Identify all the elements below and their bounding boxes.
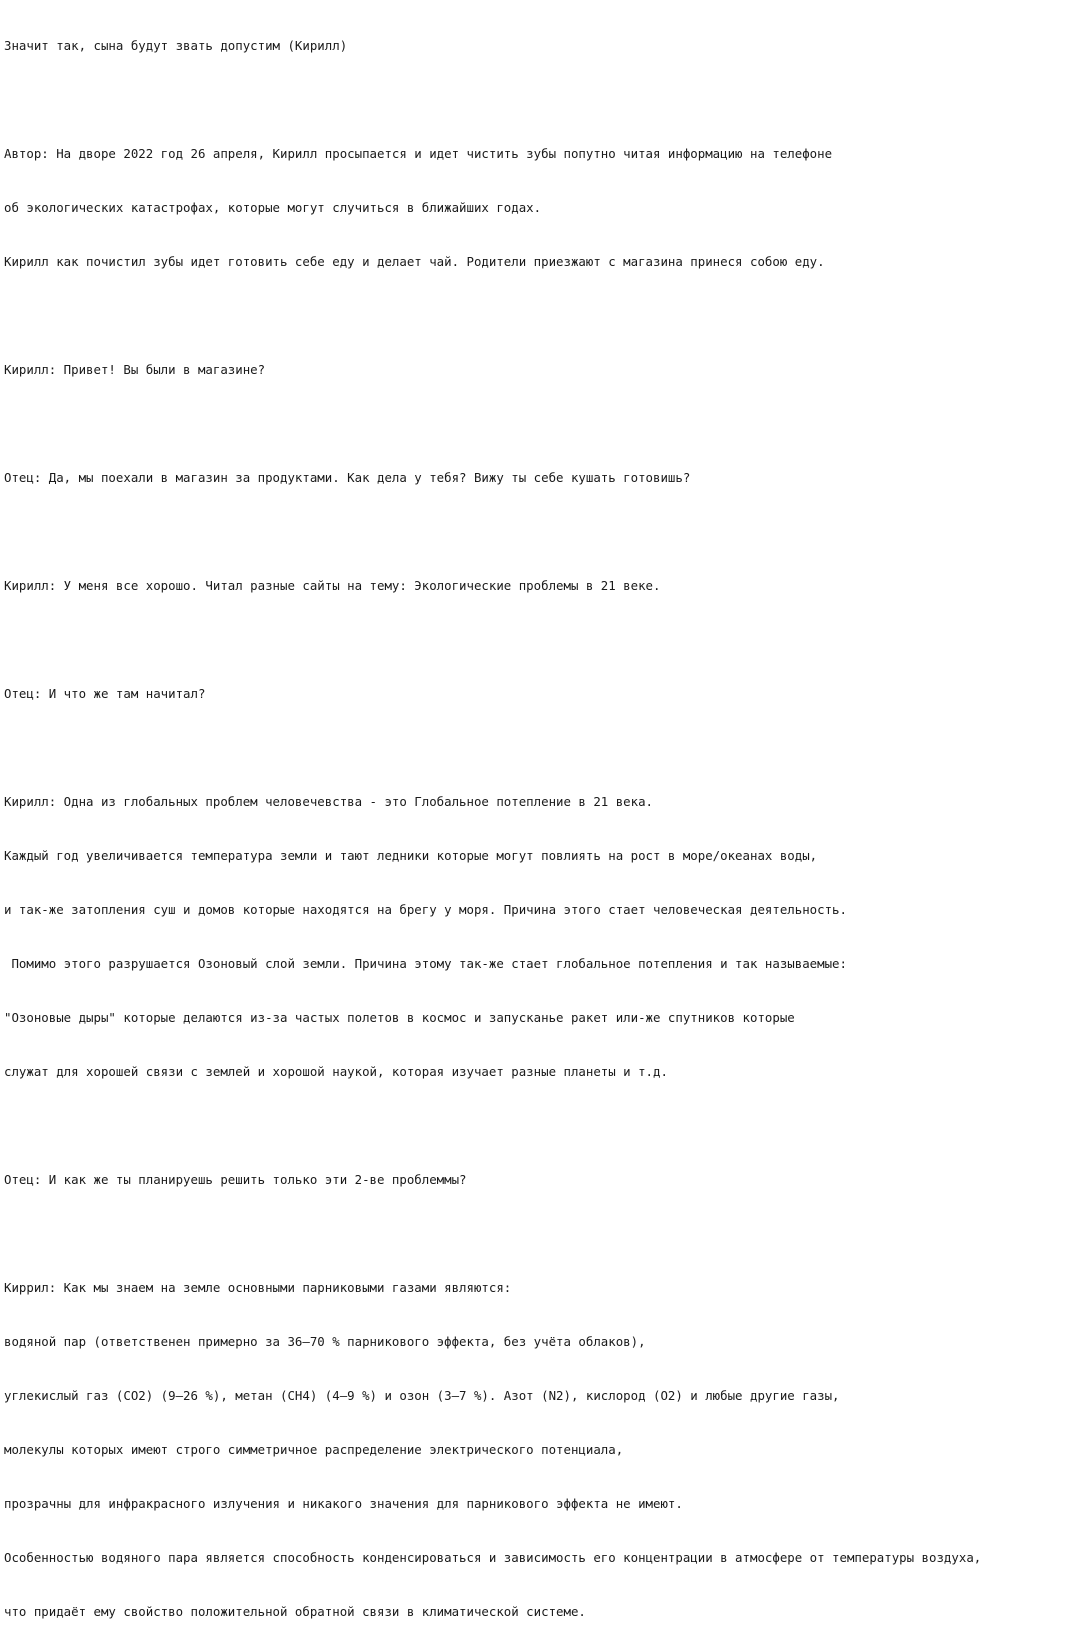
- text-line: Отец: Да, мы поехали в магазин за продуктами. Как дела у тебя? Вижу ты себе кушать готовишь?: [4, 470, 691, 485]
- text-line: Отец: И что же там начитал?: [4, 686, 206, 701]
- text-line: Кирилл: Привет! Вы были в магазине?: [4, 362, 266, 377]
- text-line: Отец: И как же ты планируешь решить только эти 2-ве проблеммы?: [4, 1172, 467, 1187]
- text-line: что придаёт ему свойство положительной обратной связи в климатической системе.: [4, 1604, 586, 1619]
- text-line: водяной пар (ответственен примерно за 36—70 % парникового эффекта, без учёта облаков),: [4, 1334, 646, 1349]
- text-line: [4, 1225, 1066, 1243]
- text-line: [4, 523, 1066, 541]
- text-line: Особенностью водяного пара является способность конденсироваться и зависимость его концентрации в атмосфере от температуры воздуха,: [4, 1550, 982, 1565]
- text-line: "Озоновые дыры" которые делаются из-за частых полетов в космос и запусканье ракет или-же спутников которые: [4, 1010, 795, 1025]
- text-line: [4, 307, 1066, 325]
- text-line: углекислый газ (CO2) (9—26 %), метан (CH4) (4—9 %) и озон (3—7 %). Азот (N2), кислород (O2) и любые другие газы,: [4, 1388, 840, 1403]
- text-line: [4, 415, 1066, 433]
- text-line: Каждый год увеличивается температура земли и тают ледники которые могут повлиять на рост в море/океанах воды,: [4, 848, 818, 863]
- text-line: прозрачны для инфракрасного излучения и никакого значения для парникового эффекта не имеют.: [4, 1496, 683, 1511]
- text-line: Значит так, сына будут звать допустим (Кирилл): [4, 38, 348, 53]
- text-line: [4, 1117, 1066, 1135]
- text-line: служат для хорошей связи с землей и хорошой наукой, которая изучает разные планеты и т.д.: [4, 1064, 668, 1079]
- text-line: Кирилл: Одна из глобальных проблем человечевства - это Глобальное потепление в 21 века.: [4, 794, 654, 809]
- text-line: [4, 739, 1066, 757]
- text-line: Киррил: Как мы знаем на земле основными парниковыми газами являются:: [4, 1280, 512, 1295]
- text-line: молекулы которых имеют строго симметричное распределение электрического потенциала,: [4, 1442, 624, 1457]
- text-line: Кирилл: У меня все хорошо. Читал разные сайты на тему: Экологические проблемы в 21 веке.: [4, 578, 661, 593]
- text-line: Автор: На дворе 2022 год 26 апреля, Кирилл просыпается и идет чистить зубы попутно читая информацию на телефоне: [4, 146, 833, 161]
- text-line: [4, 631, 1066, 649]
- text-line: и так-же затопления суш и домов которые находятся на брегу у моря. Причина этого стает человеческая деятельность.: [4, 902, 847, 917]
- text-line: об экологических катастрофах, которые могут случиться в ближайших годах.: [4, 200, 542, 215]
- text-line: Кирилл как почистил зубы идет готовить себе еду и делает чай. Родители приезжают с магазина принеся собою еду.: [4, 254, 825, 269]
- text-line: Помимо этого разрушается Озоновый слой земли. Причина этому так-же стает глобальное потепления и так называемые:: [4, 956, 847, 971]
- document-text: [4, 1, 1066, 1639]
- text-line: [4, 91, 1066, 109]
